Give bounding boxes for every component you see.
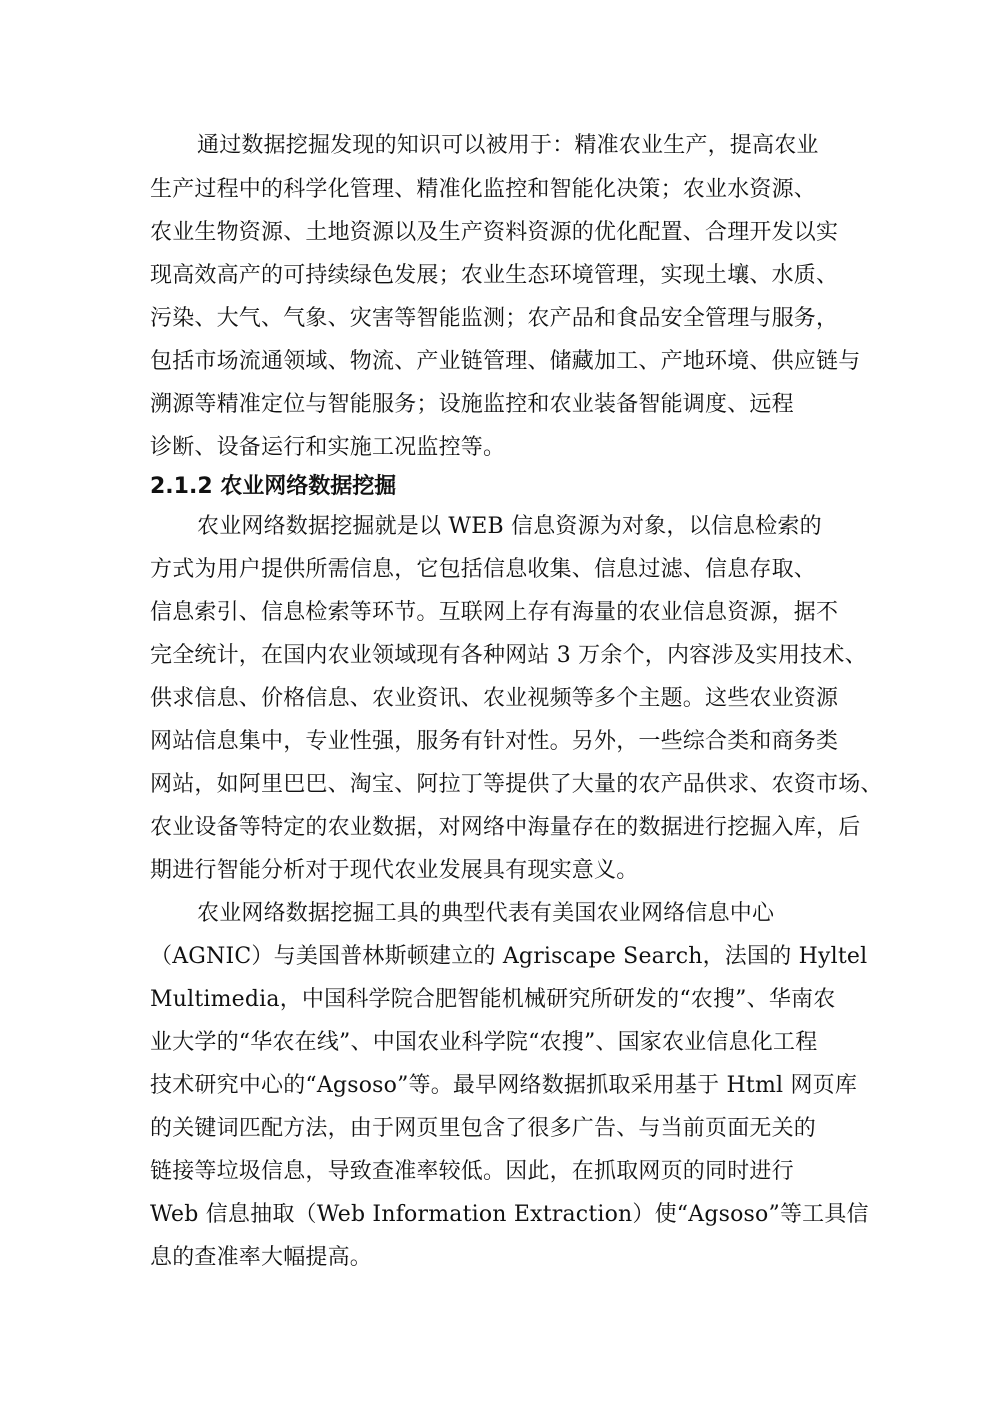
paragraph-line: 农业网络数据挖掘工具的典型代表有美国农业网络信息中心 [197, 901, 775, 926]
paragraph-line: 的关键词匹配方法，由于网页里包含了很多广告、与当前页面无关的 [150, 1116, 817, 1141]
paragraph-line: Multimedia，中国科学院合肥智能机械研究所研发的“农搜”、华南农 [150, 987, 836, 1012]
paragraph-line: 农业网络数据挖掘就是以 WEB 信息资源为对象，以信息检索的 [197, 514, 822, 539]
paragraph-line: 业大学的“华农在线”、中国农业科学院“农搜”、国家农业信息化工程 [150, 1030, 818, 1055]
paragraph-line: 现高效高产的可持续绿色发展；农业生态环境管理，实现土壤、水质、 [150, 263, 839, 288]
paragraph-line: 网站，如阿里巴巴、淘宝、阿拉丁等提供了大量的农产品供求、农资市场、 [150, 772, 883, 797]
paragraph-line: （AGNIC）与美国普林斯顿建立的 Agriscape Search，法国的 Hyltel [150, 944, 868, 969]
section-heading: 2.1.2 农业网络数据挖掘 [150, 474, 397, 499]
paragraph-line: 溯源等精准定位与智能服务；设施监控和农业装备智能调度、远程 [150, 392, 794, 417]
paragraph-line: 包括市场流通领域、物流、产业链管理、储藏加工、产地环境、供应链与 [150, 349, 861, 374]
paragraph-line: 通过数据挖掘发现的知识可以被用于：精准农业生产，提高农业 [197, 133, 819, 158]
paragraph-line: 期进行智能分析对于现代农业发展具有现实意义。 [150, 858, 639, 883]
paragraph-line: 链接等垃圾信息，导致查准率较低。因此，在抓取网页的同时进行 [150, 1159, 794, 1184]
paragraph-line: 息的查准率大幅提高。 [150, 1245, 373, 1270]
paragraph-line: 完全统计，在国内农业领域现有各种网站 3 万余个，内容涉及实用技术、 [150, 643, 867, 668]
paragraph-line: 生产过程中的科学化管理、精准化监控和智能化决策；农业水资源、 [150, 177, 817, 202]
paragraph-line: 方式为用户提供所需信息，它包括信息收集、信息过滤、信息存取、 [150, 557, 817, 582]
paragraph-line: 信息索引、信息检索等环节。互联网上存有海量的农业信息资源，据不 [150, 600, 839, 625]
paragraph-line: 诊断、设备运行和实施工况监控等。 [150, 435, 506, 460]
paragraph-line: 农业生物资源、土地资源以及生产资料资源的优化配置、合理开发以实 [150, 220, 839, 245]
paragraph-line: 技术研究中心的“Agsoso”等。最早网络数据抓取采用基于 Html 网页库 [150, 1073, 858, 1098]
paragraph-line: 农业设备等特定的农业数据，对网络中海量存在的数据进行挖掘入库，后 [150, 815, 861, 840]
paragraph-line: 供求信息、价格信息、农业资讯、农业视频等多个主题。这些农业资源 [150, 686, 839, 711]
paragraph-line: 污染、大气、气象、灾害等智能监测；农产品和食品安全管理与服务， [150, 306, 839, 331]
paragraph-line: Web 信息抽取（Web Information Extraction）使“Agsoso”等工具信 [150, 1202, 869, 1227]
paragraph-line: 网站信息集中，专业性强，服务有针对性。另外，一些综合类和商务类 [150, 729, 839, 754]
